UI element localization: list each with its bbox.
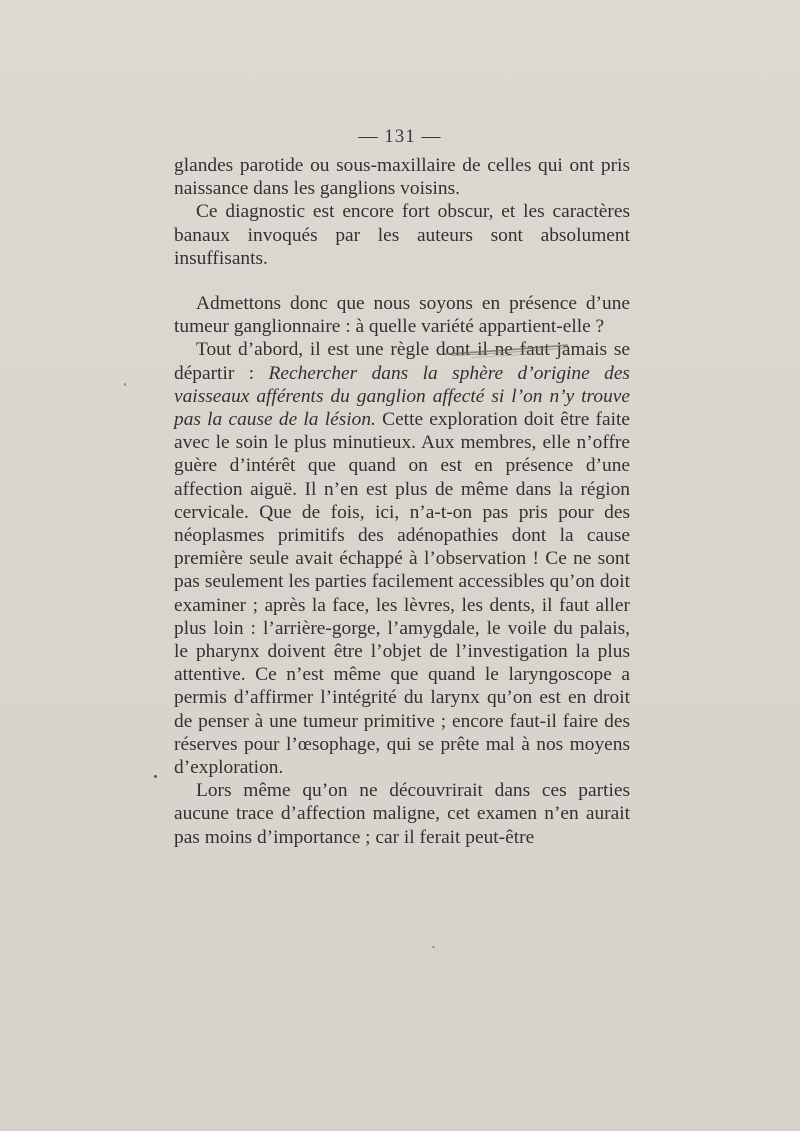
- paragraph-1-text: glandes parotide ou sous-maxillaire de celles qui ont pris naissance dans les ganglions voisins.: [174, 155, 630, 200]
- pencil-underline-mark: [442, 342, 570, 360]
- paragraph-1: [174, 154, 630, 200]
- paragraph-3-text: Admettons donc que nous soyons en présence d’une tumeur ganglionnaire : à quelle variété appartient-elle ?: [174, 293, 630, 338]
- paragraph-4-italic-rule: Rechercher dans la sphère d’origine des vaisseaux afférents du ganglion affecté si l’on n’y trouve pas la cause de la lésion.: [174, 362, 630, 431]
- paper-speck: [154, 775, 157, 778]
- paragraph-5: [174, 779, 630, 849]
- paragraph-4-text-lead: Tout d’abord, il est une règle dont il ne faut jamais se départir :: [174, 339, 630, 384]
- paper-speck: [432, 946, 435, 948]
- paragraph-4: [174, 338, 630, 779]
- body-text: [174, 154, 630, 849]
- page-number: — 131 —: [358, 126, 442, 147]
- paper-speck: [124, 383, 126, 386]
- paragraph-4-text-body: Cette exploration doit être faite avec le soin le plus minutieux. Aux membres, elle n’offre guère d’intérêt que quand on est en présence d’une affection aiguë. Il n’en est plus de même dans la région cervicale. Que de fois, ici, n’a-t-on pas pris pour des néoplasmes primitifs des adénopathies dont la cause première seule avait échappé à l’observation ! Ce ne sont pas seulement les parties facilement accessibles qu’on doit examiner ; après la face, les lèvres, les dents, il faut aller plus loin : l’arrière-gorge, l’amygdale, le voile du palais, le pharynx doivent être l’objet de l’investigation la plus attentive. Ce n’est même que quand le laryngoscope a permis d’affirmer l’intégrité du larynx qu’on est en droit de penser à une tumeur primitive ; encore faut-il faire des réserves pour l’œsophage, qui se prête mal à nos moyens d’exploration.: [174, 409, 630, 779]
- paragraph-2-text: Ce diagnostic est encore fort obscur, et les caractères banaux invoqués par les auteurs sont absolument insuffisants.: [174, 201, 630, 269]
- paragraph-spacer: [174, 270, 630, 292]
- paragraph-2: [174, 200, 630, 270]
- paragraph-5-text: Lors même qu’on ne découvrirait dans ces parties aucune trace d’affection maligne, cet examen n’en aurait pas moins d’importance ; car il ferait peut-être: [174, 780, 630, 848]
- paragraph-3: [174, 292, 630, 338]
